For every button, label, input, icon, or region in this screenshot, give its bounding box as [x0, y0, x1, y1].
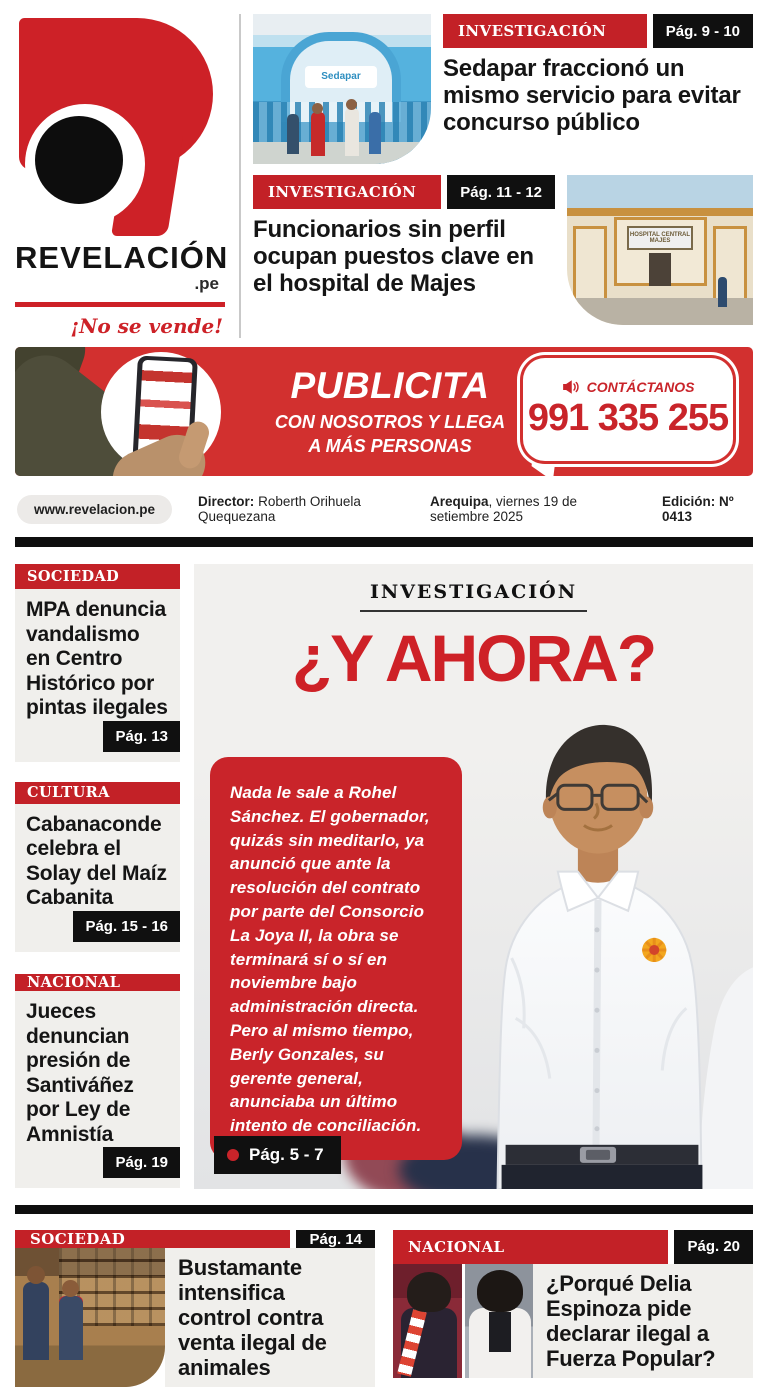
- shirt-logo: [642, 938, 666, 962]
- main-kicker: INVESTIGACIÓN: [360, 581, 587, 612]
- delia-espinoza-photo: [393, 1264, 462, 1378]
- page-ref-badge: Pág. 11 - 12: [447, 175, 555, 209]
- section-tag: INVESTIGACIÓN: [443, 14, 647, 48]
- banner-subtitle-line1: CON NOSOTROS Y LLEGA: [274, 412, 506, 433]
- photo-shape: [311, 112, 325, 156]
- edition-value: Nº 0413: [661, 494, 734, 524]
- top-story-hospital-majes[interactable]: [253, 175, 753, 325]
- sedapar-sign-label: Sedapar: [305, 66, 377, 88]
- sidebar-body: [15, 589, 180, 762]
- top-story-sedapar[interactable]: [253, 14, 753, 164]
- divider-bar-top: [15, 537, 753, 547]
- director-name: Roberth Orihuela Quequezana: [198, 494, 361, 524]
- story-content: [443, 14, 753, 164]
- section-tag: CULTURA: [15, 782, 180, 804]
- photo-shape: [407, 1272, 451, 1312]
- banner-text: [265, 347, 515, 476]
- story-headline: ¿Porqué Delia Espinoza pide declarar ilegal a Fuerza Popular?: [546, 1270, 716, 1371]
- bottom-section: [15, 1230, 753, 1381]
- main-story[interactable]: [194, 564, 753, 1189]
- logo-black-dot: [35, 116, 123, 204]
- delia-keiko-photos: [393, 1264, 533, 1378]
- info-bar: [15, 494, 753, 524]
- banner-subtitle-line2: A MÁS PERSONAS: [308, 435, 472, 456]
- director-info: [198, 494, 404, 524]
- section-tag: SOCIEDAD: [15, 1230, 290, 1248]
- section-tag: SOCIEDAD: [15, 564, 180, 589]
- contact-label: CONTÁCTANOS: [586, 379, 695, 395]
- main-page-ref-badge: [214, 1136, 341, 1174]
- story-headline: Funcionarios sin perfil ocupan puestos clave en el hospital de Majes: [253, 216, 534, 297]
- page-ref-badge: Pág. 9 - 10: [653, 14, 753, 48]
- photo-shape: [62, 1280, 79, 1297]
- contact-bubble[interactable]: [523, 358, 733, 461]
- story-body: [393, 1264, 753, 1378]
- divider-bar-bottom: [15, 1205, 753, 1214]
- sidebar-headline: Jueces denuncian presión de Santiváñez por Ley de Amnistía: [26, 1000, 134, 1146]
- kicker-wrap: [194, 564, 753, 612]
- contact-row: [562, 379, 695, 395]
- section-tag: INVESTIGACIÓN: [253, 175, 441, 209]
- header-section: [15, 14, 753, 338]
- brand-rule: [15, 302, 225, 307]
- director-label: Director:: [198, 494, 255, 509]
- sidebar: [15, 564, 180, 1189]
- story-headline: Bustamante intensifica control contra venta ilegal de animales: [178, 1255, 327, 1381]
- page-ref-badge: Pág. 19: [103, 1147, 180, 1178]
- contact-phone-number: 991 335 255: [527, 397, 729, 439]
- market-inspection-photo: [15, 1248, 165, 1387]
- story-body: [15, 1248, 375, 1387]
- edition-info: [662, 494, 751, 524]
- photo-shape: [573, 226, 607, 304]
- photo-shape: [489, 1312, 511, 1352]
- photo-shape: [253, 142, 431, 164]
- story-content: [533, 1264, 753, 1378]
- photo-shape: [345, 108, 359, 156]
- megaphone-icon: [562, 379, 580, 395]
- brand-name: REVELACIÓN: [15, 240, 229, 275]
- bottom-story-sociedad[interactable]: [15, 1230, 375, 1381]
- city-label: Arequipa: [430, 494, 489, 509]
- page-ref-badge: Pág. 15 - 16: [73, 911, 180, 942]
- sidebar-item-cultura[interactable]: [15, 782, 180, 952]
- photo-shape: [287, 114, 299, 154]
- excerpt-box: [210, 757, 462, 1160]
- revelacion-logo: [19, 18, 219, 238]
- masthead: [15, 14, 241, 338]
- top-stories: [241, 14, 753, 338]
- keiko-fujimori-photo: [465, 1264, 534, 1378]
- banner-subtitle: [275, 411, 505, 458]
- brand-tagline: ¡No se vende!: [70, 314, 223, 338]
- photo-shape: [477, 1270, 523, 1312]
- sidebar-headline: Cabanaconde celebra el Solay del Maíz Cabanita: [26, 812, 167, 910]
- photo-shape: [27, 1266, 45, 1284]
- page-ref-badge: Pág. 13: [103, 721, 180, 752]
- main-headline: ¿Y AHORA?: [291, 621, 656, 695]
- photo-shape: [369, 112, 381, 154]
- tag-row: [15, 1230, 375, 1248]
- page-ref-badge: Pág. 14: [296, 1230, 375, 1248]
- website-pill[interactable]: www.revelacion.pe: [17, 495, 172, 524]
- page-ref-text: Pág. 5 - 7: [249, 1145, 324, 1164]
- governor-photo: [441, 717, 753, 1189]
- page-ref-badge: Pág. 20: [674, 1230, 753, 1264]
- sidebar-item-sociedad[interactable]: [15, 564, 180, 762]
- tag-row: [253, 175, 555, 209]
- photo-shape: [649, 253, 671, 286]
- main-section: [15, 564, 753, 1189]
- story-content: [253, 175, 555, 325]
- red-dot-icon: [227, 1149, 239, 1161]
- photo-shape: [23, 1282, 49, 1360]
- photo-shape: [567, 208, 753, 216]
- advertising-banner[interactable]: [15, 347, 753, 476]
- sidebar-headline: MPA denuncia vandalismo en Centro Histórico por pintas ilegales: [26, 598, 168, 720]
- brand-tld: .pe: [194, 274, 219, 293]
- tag-row: [393, 1230, 753, 1264]
- sidebar-item-nacional[interactable]: [15, 974, 180, 1182]
- date-text: , viernes 19 de setiembre 2025: [430, 494, 578, 524]
- bottom-story-nacional[interactable]: [393, 1230, 753, 1378]
- excerpt-text: Nada le sale a Rohel Sánchez. El gobernador, quizás sin meditarlo, ya anunció que ante la resolución del contrato por parte del Consorcio La Joya II, la obra se terminará sí o sí en noviembre bajo administración directa. Pero al mismo tiempo, Berly Gonzales, su gerente general, anunciaba un último intento de conciliación.: [230, 783, 430, 1136]
- tag-row: [443, 14, 753, 48]
- story-headline: Sedapar fraccionó un mismo servicio para evitar concurso público: [443, 55, 741, 136]
- section-tag: NACIONAL: [15, 974, 180, 991]
- sidebar-body: [15, 991, 180, 1188]
- edition-label: Edición:: [661, 494, 716, 509]
- hospital-sign-label: HOSPITAL CENTRAL MAJES: [627, 226, 694, 250]
- photo-shape: [718, 277, 727, 307]
- banner-title: PUBLICITA: [290, 365, 490, 407]
- sedapar-photo: [253, 14, 431, 164]
- photo-shape: [59, 1296, 83, 1360]
- photo-shape: [312, 103, 323, 114]
- date-info: [430, 494, 636, 524]
- hospital-photo: [567, 175, 753, 325]
- photo-shape: [346, 99, 357, 110]
- sidebar-body: [15, 804, 180, 952]
- story-content: [165, 1248, 375, 1387]
- section-tag: NACIONAL: [393, 1230, 668, 1264]
